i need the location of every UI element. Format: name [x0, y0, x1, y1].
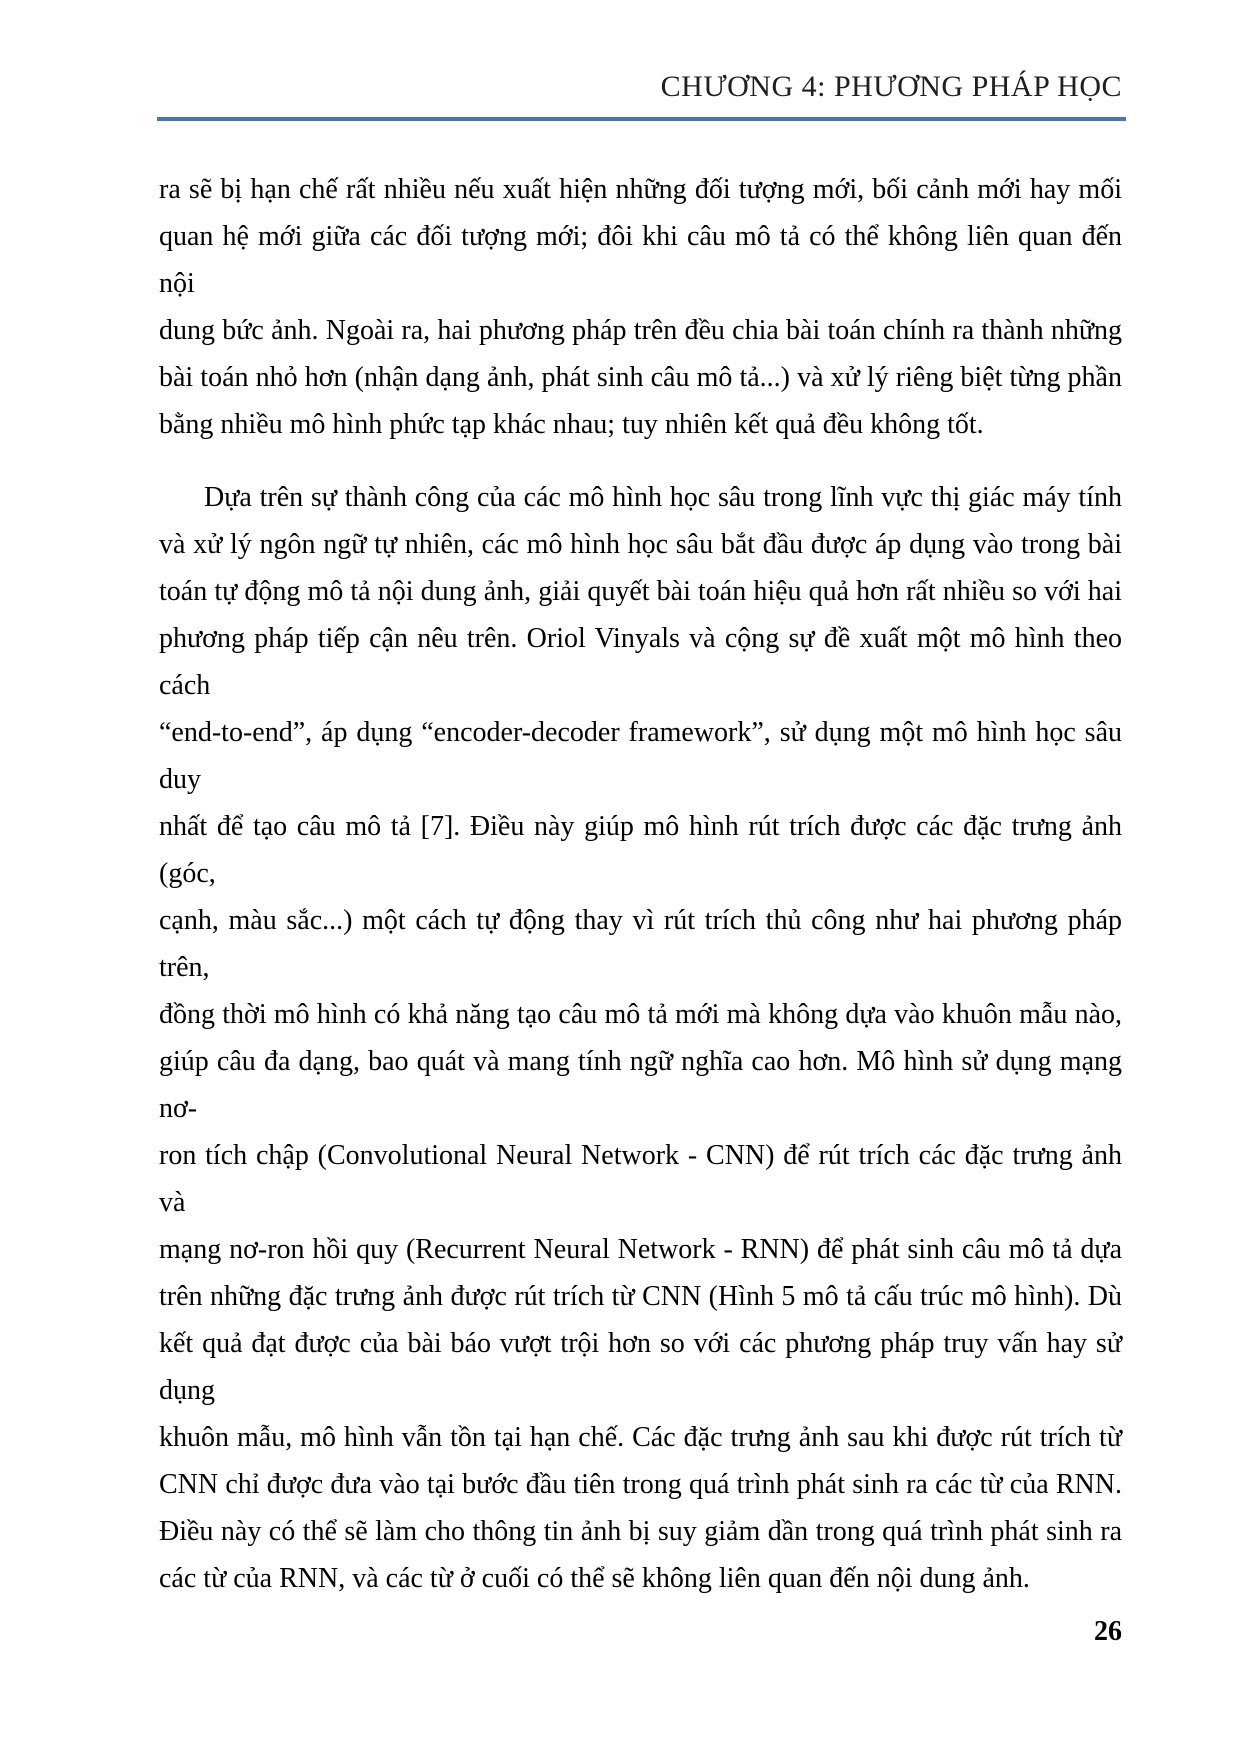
text-line: “end-to-end”, áp dụng “encoder-decoder framework”, sử dụng một mô hình học sâu duy — [159, 717, 1122, 795]
text-line: giúp câu đa dạng, bao quát và mang tính ngữ nghĩa cao hơn. Mô hình sử dụng mạng nơ- — [159, 1046, 1122, 1124]
text-line: dung bức ảnh. Ngoài ra, hai phương pháp trên đều chia bài toán chính ra thành những — [159, 315, 1122, 346]
text-line: CNN chỉ được đưa vào tại bước đầu tiên trong quá trình phát sinh ra các từ của RNN. — [159, 1469, 1122, 1500]
text-line: phương pháp tiếp cận nêu trên. Oriol Vinyals và cộng sự đề xuất một mô hình theo cách — [159, 623, 1122, 701]
text-line: bài toán nhỏ hơn (nhận dạng ảnh, phát sinh câu mô tả...) và xử lý riêng biệt từng phần — [159, 362, 1122, 393]
header-rule-divider — [157, 117, 1126, 121]
text-line: ron tích chập (Convolutional Neural Network - CNN) để rút trích các đặc trưng ảnh và — [159, 1140, 1122, 1218]
text-line: và xử lý ngôn ngữ tự nhiên, các mô hình học sâu bắt đầu được áp dụng vào trong bài — [159, 529, 1122, 560]
document-body — [159, 166, 1122, 1602]
paragraph-2 — [159, 474, 1122, 1602]
text-line: quan hệ mới giữa các đối tượng mới; đôi khi câu mô tả có thể không liên quan đến nội — [159, 221, 1122, 299]
paragraph-1 — [159, 166, 1122, 448]
text-line: toán tự động mô tả nội dung ảnh, giải quyết bài toán hiệu quả hơn rất nhiều so với hai — [159, 576, 1122, 607]
text-line: trên những đặc trưng ảnh được rút trích từ CNN (Hình 5 mô tả cấu trúc mô hình). Dù — [159, 1281, 1122, 1312]
text-line: cạnh, màu sắc...) một cách tự động thay vì rút trích thủ công như hai phương pháp trên, — [159, 905, 1122, 983]
text-line: các từ của RNN, và các từ ở cuối có thể sẽ không liên quan đến nội dung ảnh. — [159, 1563, 1030, 1594]
text-line: Điều này có thể sẽ làm cho thông tin ảnh bị suy giảm dần trong quá trình phát sinh ra — [159, 1516, 1122, 1547]
text-line: bằng nhiều mô hình phức tạp khác nhau; tuy nhiên kết quả đều không tốt. — [159, 409, 984, 440]
text-line: mạng nơ-ron hồi quy (Recurrent Neural Network - RNN) để phát sinh câu mô tả dựa — [159, 1234, 1122, 1265]
text-line: ra sẽ bị hạn chế rất nhiều nếu xuất hiện những đối tượng mới, bối cảnh mới hay mối — [159, 174, 1122, 205]
text-line: Dựa trên sự thành công của các mô hình học sâu trong lĩnh vực thị giác máy tính — [204, 482, 1122, 513]
text-line: khuôn mẫu, mô hình vẫn tồn tại hạn chế. Các đặc trưng ảnh sau khi được rút trích từ — [159, 1422, 1122, 1453]
text-line: nhất để tạo câu mô tả [7]. Điều này giúp mô hình rút trích được các đặc trưng ảnh (góc, — [159, 811, 1122, 889]
running-header-title: CHƯƠNG 4: PHƯƠNG PHÁP HỌC — [660, 70, 1122, 103]
page-number: 26 — [1094, 1616, 1122, 1647]
text-line: đồng thời mô hình có khả năng tạo câu mô tả mới mà không dựa vào khuôn mẫu nào, — [159, 999, 1122, 1030]
text-line: kết quả đạt được của bài báo vượt trội hơn so với các phương pháp truy vấn hay sử dụng — [159, 1328, 1122, 1406]
